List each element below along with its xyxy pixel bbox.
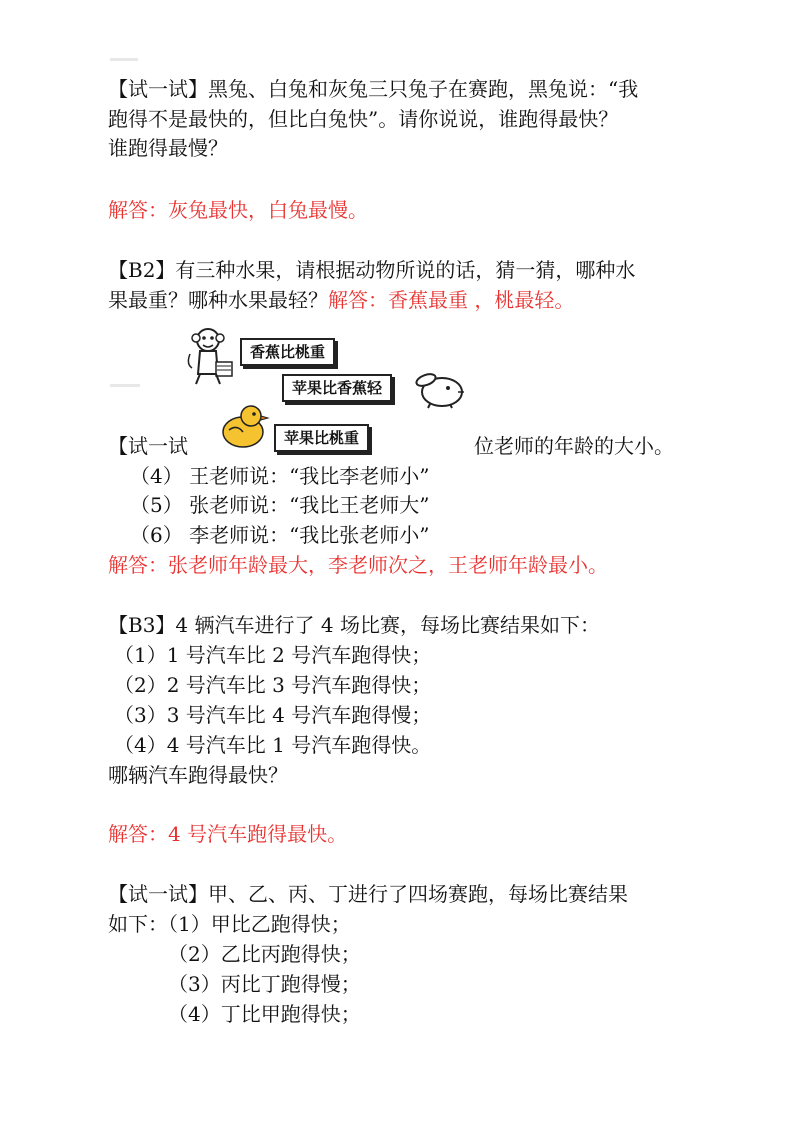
section3-line1-right: 位老师的年龄的大小。 (474, 434, 674, 458)
section5-line2: 如下：（1）甲比乙跑得快； (108, 912, 351, 936)
monkey-icon (186, 324, 238, 386)
section4-item2: （2）2 号汽车比 3 号汽车跑得快； (114, 673, 432, 697)
section2-line1: 【B2】有三种水果，请根据动物所说的话，猜一猜，哪种水 (108, 258, 636, 282)
section2-line2 (108, 286, 574, 314)
section4-line1: 【B3】4 辆汽车进行了 4 场比赛，每场比赛结果如下： (108, 613, 600, 637)
section1-answer: 解答：灰兔最快，白兔最慢。 (108, 198, 368, 222)
section4-item3: （3）3 号汽车比 4 号汽车跑得慢； (114, 703, 432, 727)
section5-item3: （3）丙比丁跑得慢； (168, 972, 361, 996)
chick-icon (213, 402, 273, 452)
section4-question: 哪辆汽车跑得最快？ (108, 763, 288, 787)
section5-item2: （2）乙比丙跑得快； (168, 942, 361, 966)
section1-line1: 【试一试】黑兔、白兔和灰兔三只兔子在赛跑，黑兔说：“我 (108, 77, 639, 101)
faint-mark (110, 384, 140, 387)
section4-item4: （4）4 号汽车比 1 号汽车跑得快。 (114, 733, 432, 757)
section3-answer: 解答：张老师年龄最大，李老师次之，王老师年龄最小。 (108, 553, 608, 577)
section5-item4: （4）丁比甲跑得快； (168, 1002, 361, 1026)
section5-line1: 【试一试】甲、乙、丙、丁进行了四场赛跑，每场比赛结果 (108, 882, 628, 906)
section3-line1-left: 【试一试 (108, 434, 188, 458)
section3-item2: （5） 张老师说：“我比王老师大” (130, 493, 430, 517)
section3-item3: （6） 李老师说：“我比张老师小” (130, 523, 430, 547)
rabbit-icon (410, 366, 470, 410)
section4-item1: （1）1 号汽车比 2 号汽车跑得快； (114, 643, 432, 667)
section2-question: 果最重？哪种水果最轻？ (108, 288, 328, 312)
speech-label-apple-peach: 苹果比桃重 (274, 424, 369, 452)
section4-answer: 解答：4 号汽车跑得最快。 (108, 822, 348, 846)
speech-label-apple-banana: 苹果比香蕉轻 (282, 374, 392, 402)
faint-mark (110, 58, 138, 61)
section3-item1: （4） 王老师说：“我比李老师小” (130, 464, 430, 488)
section1-line2: 跑得不是最快的，但比白兔快”。请你说说，谁跑得最快？ (108, 107, 619, 131)
section1-line3: 谁跑得最慢？ (108, 136, 228, 160)
section2-answer: 解答：香蕉最重 ，桃最轻。 (328, 288, 575, 312)
speech-label-banana-peach: 香蕉比桃重 (240, 338, 335, 366)
